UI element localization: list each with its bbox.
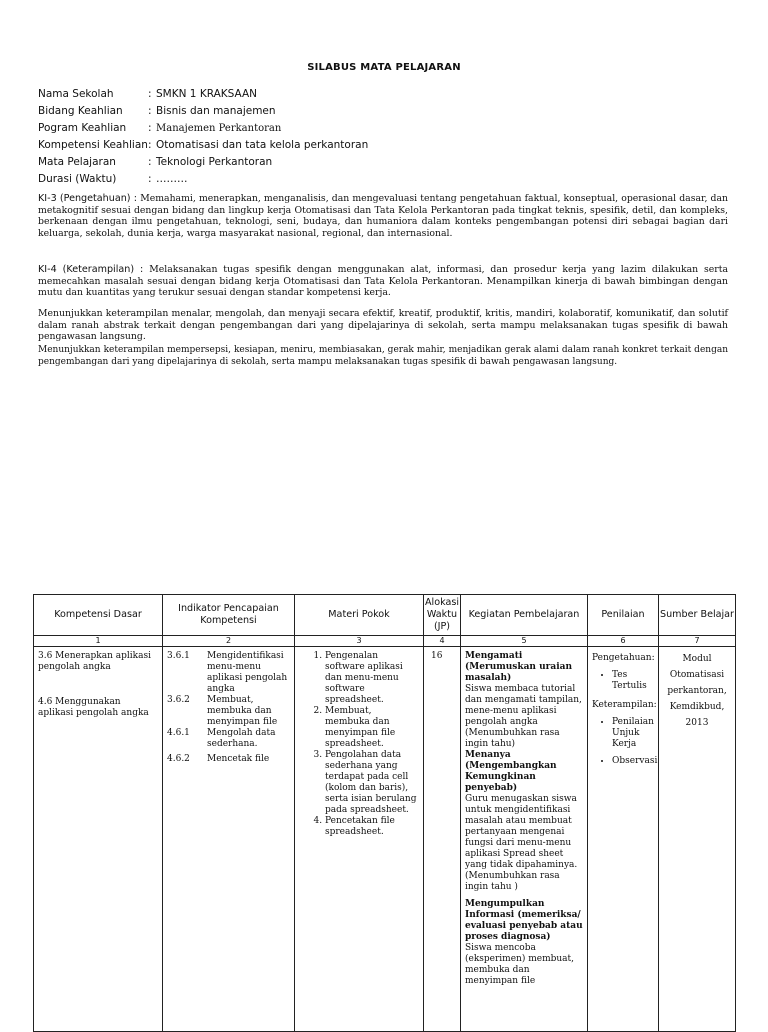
header-sumber-belajar: Sumber Belajar (659, 595, 736, 636)
ki3-paragraph (38, 193, 728, 239)
penilaian-keterampilan-list (592, 717, 658, 767)
penilaian-item: • Observasi (612, 756, 654, 767)
column-number-row (34, 636, 736, 647)
materi-item: 3. Pengolahan data sederhana yang terdapat pada cell (kolom dan baris), serta isian berulang pada spreadsheet. (325, 750, 419, 816)
info-row (38, 120, 368, 137)
penilaian-pengetahuan-label: Pengetahuan: (592, 653, 655, 663)
kompetensi-dasar-cell (34, 647, 163, 1032)
indikator-number: 4.6.2 (167, 754, 190, 764)
kegiatan-text: Siswa mencoba (eksperimen) membuat, membuka dan menyimpan file (465, 943, 575, 986)
info-row (38, 86, 368, 103)
kd-3-6: 3.6 Menerapkan aplikasi pengolah angka (38, 651, 151, 672)
info-separator: : (148, 122, 152, 134)
kd-4-6: 4.6 Menggunakan aplikasi pengolah angka (38, 697, 149, 718)
indikator-text: Mengidentifikasi menu-menu aplikasi pengolah angka (207, 651, 288, 694)
ki4-lead: KI-4 (Keterampilan) : (38, 264, 150, 275)
info-row (38, 171, 368, 188)
info-row (38, 154, 368, 171)
indikator-item (167, 651, 290, 695)
kegiatan-heading-mengumpulkan: Mengumpulkan Informasi (memeriksa/ evaluasi penyebab atau proses diagnosa) (465, 899, 583, 942)
alokasi-value: 16 (431, 651, 443, 661)
indikator-text: Membuat, membuka dan menyimpan file (207, 695, 278, 727)
info-label: Nama Sekolah (38, 88, 114, 100)
identity-block (38, 86, 368, 188)
header-kompetensi-dasar: Kompetensi Dasar (34, 595, 163, 636)
materi-list (295, 651, 419, 838)
column-number: 4 (424, 636, 461, 647)
indikator-number: 3.6.1 (167, 651, 190, 661)
materi-item: 1. Pengenalan software aplikasi dan menu-menu software spreadsheet. (325, 651, 419, 706)
penilaian-item: • Penilaian Unjuk Kerja (612, 717, 654, 750)
penilaian-keterampilan-label: Keterampilan: (592, 700, 657, 710)
info-label: Mata Pelajaran (38, 156, 116, 168)
penilaian-item: • Tes Tertulis (612, 670, 654, 692)
alokasi-cell (424, 647, 461, 1032)
column-number: 5 (461, 636, 588, 647)
info-row (38, 137, 368, 154)
document-title: SILABUS MATA PELAJARAN (307, 62, 461, 73)
column-number: 7 (659, 636, 736, 647)
penilaian-pengetahuan-list (592, 670, 654, 692)
column-number: 1 (34, 636, 163, 647)
info-separator: : (148, 139, 152, 151)
header-alokasi-waktu: Alokasi Waktu (JP) (424, 595, 461, 636)
info-value: ……… (156, 173, 188, 185)
indikator-item (167, 754, 290, 765)
column-number: 2 (163, 636, 295, 647)
kegiatan-heading-menanya: Menanya (Mengembangkan Kemungkinan penyebab) (465, 750, 557, 793)
indikator-cell (163, 647, 295, 1032)
info-separator: : (148, 156, 152, 168)
indikator-list (163, 647, 294, 765)
ki4-paragraph (38, 264, 728, 299)
info-label: Kompetensi Keahlian (38, 139, 148, 151)
indikator-number: 4.6.1 (167, 728, 190, 738)
materi-pokok-cell (295, 647, 424, 1032)
header-indikator: Indikator Pencapaian Kompetensi (163, 595, 295, 636)
kegiatan-cell (461, 647, 588, 1032)
column-number: 3 (295, 636, 424, 647)
sumber-belajar-cell (659, 647, 736, 1032)
motor-skills-paragraph: Menunjukkan keterampilan mempersepsi, kesiapan, meniru, membiasakan, gerak mahir, menjadikan gerak alami dalam ranah konkret terkait dengan pengembangan dari yang dipelajarinya di sekolah, serta mampu melaksanakan tugas spesifik di bawah pengawasan langsung. (38, 345, 728, 367)
info-value: Bisnis dan manajemen (156, 105, 276, 117)
ki3-lead: KI-3 (Pengetahuan) : (38, 193, 141, 204)
kegiatan-text: Guru menugaskan siswa untuk mengidentifikasi masalah atau membuat pertanyaan mengenai fungsi dari menu-menu aplikasi Spread sheet yang tidak dipahaminya. (Menumbuhkan rasa ingin tahu ) (465, 794, 578, 892)
info-value: SMKN 1 KRAKSAAN (156, 88, 258, 100)
column-number: 6 (588, 636, 659, 647)
skills-paragraph: Menunjukkan keterampilan menalar, mengolah, dan menyaji secara efektif, kreatif, produktif, kritis, mandiri, kolaboratif, komunikatif, dan solutif dalam ranah abstrak terkait dengan pengembangan dari yang dipelajarinya di sekolah, serta mampu melaksanakan tugas spesifik di bawah pengawasan langsung. (38, 308, 728, 342)
kegiatan-text: (Menumbuhkan rasa ingin tahu) (465, 728, 560, 749)
indikator-item (167, 728, 290, 750)
ki4-text: Melaksanakan tugas spesifik dengan menggunakan alat, informasi, dan prosedur kerja yang lazim dilakukan serta memecahkan masalah sesuai dengan bidang kerja Otomatisasi dan Tata Kelola Perkantoran. Menampilkan kinerja di bawah bimbingan dengan mutu dan kuantitas yang terukur sesuai dengan standar kompetensi kerja. (38, 264, 728, 298)
indikator-text: Mencetak file (207, 754, 270, 764)
info-separator: : (148, 173, 152, 185)
info-label: Pogram Keahlian (38, 122, 127, 134)
info-value: Teknologi Perkantoran (156, 156, 273, 168)
info-row (38, 103, 368, 120)
sumber-belajar-text: Modul Otomatisasi perkantoran, Kemdikbud, 2013 (667, 654, 727, 728)
info-label: Bidang Keahlian (38, 105, 123, 117)
indikator-text: Mengolah data sederhana. (207, 728, 276, 749)
indikator-number: 3.6.2 (167, 695, 190, 705)
kegiatan-heading-mengamati: Mengamati (Merumuskan uraian masalah) (465, 651, 573, 683)
info-separator: : (148, 88, 152, 100)
info-label: Durasi (Waktu) (38, 173, 117, 185)
info-value: Manajemen Perkantoran (156, 123, 282, 134)
table-header-row (34, 595, 736, 636)
materi-item: 4. Pencetakan file spreadsheet. (325, 816, 419, 838)
kegiatan-text: Siswa membaca tutorial dan mengamati tampilan, mene-menu aplikasi pengolah angka (465, 684, 582, 727)
info-value: Otomatisasi dan tata kelola perkantoran (156, 139, 369, 151)
ki3-text: Memahami, menerapkan, menganalisis, dan mengevaluasi tentang pengetahuan faktual, konseptual, operasional dasar, dan metakognitif sesuai dengan bidang dan lingkup kerja Otomatisasi dan Tata Kelola Perkantoran pada tingkat teknis, spesifik, detil, dan kompleks, berkenaan dengan ilmu pengetahuan, teknologi, seni, budaya, dan humaniora dalam konteks pengembangan potensi diri sebagai bagian dari keluarga, sekolah, dunia kerja, warga masyarakat nasional, regional, dan internasional. (38, 193, 728, 239)
syllabus-table (33, 594, 736, 1032)
materi-item: 2. Membuat, membuka dan menyimpan file spreadsheet. (325, 706, 419, 750)
indikator-item (167, 695, 290, 728)
header-kegiatan: Kegiatan Pembelajaran (461, 595, 588, 636)
table-row (34, 647, 736, 1032)
header-penilaian: Penilaian (588, 595, 659, 636)
penilaian-cell (588, 647, 659, 1032)
header-materi-pokok: Materi Pokok (295, 595, 424, 636)
info-separator: : (148, 105, 152, 117)
